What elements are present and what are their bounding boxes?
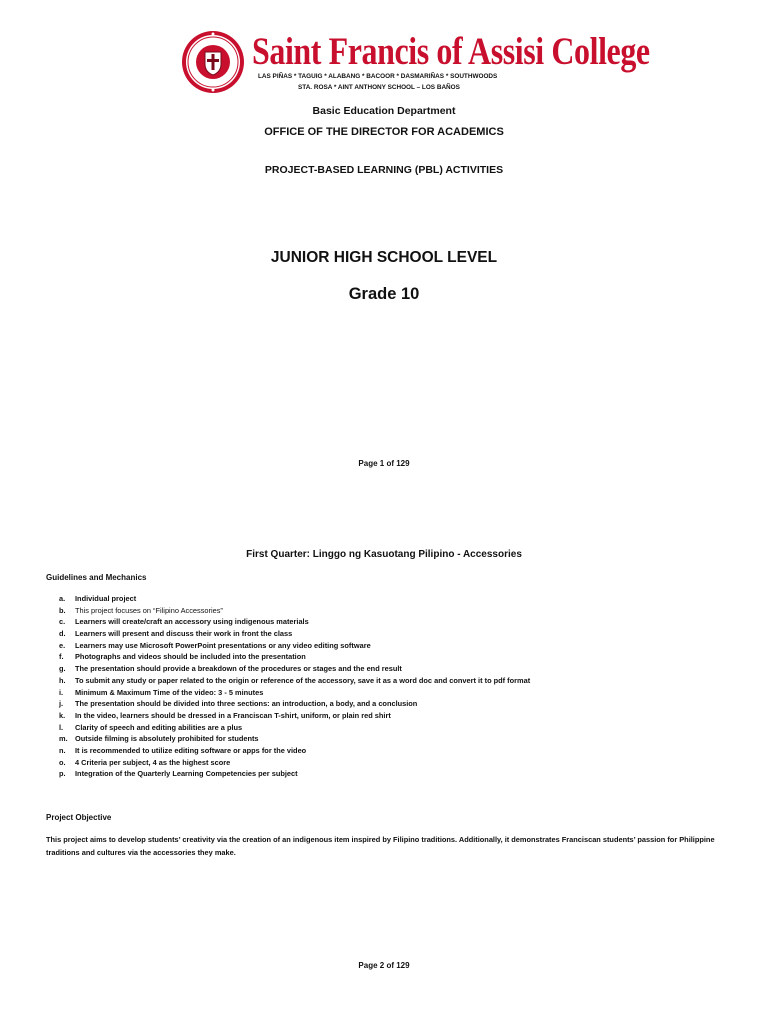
- guideline-text: Clarity of speech and editing abilities are a plus: [75, 722, 243, 732]
- grade-heading: Grade 10: [348, 285, 420, 303]
- guideline-text: Learners will create/craft an accessory using indigenous materials: [75, 617, 309, 627]
- guideline-marker: a.: [59, 594, 66, 603]
- guideline-marker: l.: [59, 722, 64, 732]
- college-seal-icon: [181, 30, 245, 94]
- college-name: Saint Francis of Assisi College: [252, 30, 650, 73]
- guideline-marker: n.: [59, 745, 66, 755]
- guideline-text: This project focuses on “Filipino Accessories”: [75, 605, 223, 615]
- guideline-text: Learners may use Microsoft PowerPoint presentations or any video editing software: [75, 640, 371, 650]
- guideline-text: Individual project: [75, 594, 137, 603]
- guideline-text: Photographs and videos should be included into the presentation: [75, 652, 306, 662]
- department-name: Basic Education Department: [312, 105, 456, 117]
- guideline-marker: p.: [59, 769, 66, 779]
- quarter-title: First Quarter: Linggo ng Kasuotang Pilipino - Accessories: [246, 549, 522, 560]
- guideline-marker: m.: [59, 734, 68, 744]
- guideline-text: Integration of the Quarterly Learning Competencies per subject: [75, 769, 298, 779]
- objective-paragraph: This project aims to develop students’ creativity via the creation of an indigenous item inspired by Filipino traditions. Additionally, it demonstrates Franciscan students’ passion for Philippine traditions and cultures via the accessories they make.: [46, 835, 715, 857]
- office-title: OFFICE OF THE DIRECTOR FOR ACADEMICS: [264, 126, 504, 138]
- objective-heading: Project Objective: [46, 813, 112, 822]
- guideline-text: The presentation should provide a breakdown of the procedures or stages and the end result: [75, 664, 402, 674]
- guideline-text: The presentation should be divided into three sections: an introduction, a body, and a conclusion: [75, 699, 418, 709]
- guideline-text: In the video, learners should be dressed in a Franciscan T-shirt, uniform, or plain red shirt: [75, 710, 391, 720]
- guideline-text: 4 Criteria per subject, 4 as the highest score: [75, 757, 231, 767]
- guideline-marker: i.: [59, 687, 64, 697]
- guideline-text: Outside filming is absolutely prohibited for students: [75, 734, 259, 744]
- guideline-marker: j.: [59, 699, 64, 709]
- page-number: Page 2 of 129: [358, 961, 410, 970]
- guideline-text: To submit any study or paper related to the origin or reference of the accessory, save it as a word doc and convert it to pdf format: [75, 675, 531, 685]
- guideline-text: It is recommended to utilize editing software or apps for the video: [75, 745, 307, 755]
- guideline-marker: d.: [59, 629, 66, 639]
- guidelines-heading: Guidelines and Mechanics: [46, 573, 147, 582]
- school-level-heading: JUNIOR HIGH SCHOOL LEVEL: [270, 249, 498, 266]
- guideline-text: Minimum & Maximum Time of the video: 3 - 5 minutes: [75, 687, 264, 697]
- guideline-marker: b.: [59, 605, 66, 615]
- guideline-marker: k.: [59, 710, 66, 720]
- campus-list-line-2: STA. ROSA * AINT ANTHONY SCHOOL – LOS BAÑOS: [298, 84, 460, 91]
- program-title: PROJECT-BASED LEARNING (PBL) ACTIVITIES: [264, 164, 504, 176]
- guideline-marker: c.: [59, 617, 66, 627]
- campus-list-line-1: LAS PIÑAS * TAGUIG * ALABANG * BACOOR * DASMARIÑAS * SOUTHWOODS: [258, 73, 498, 80]
- page-number: Page 1 of 129: [358, 459, 410, 468]
- guideline-marker: f.: [59, 652, 64, 662]
- guideline-marker: e.: [59, 640, 66, 650]
- guideline-marker: o.: [59, 757, 66, 767]
- guideline-text: Learners will present and discuss their work in front the class: [75, 629, 293, 639]
- guideline-marker: h.: [59, 675, 66, 685]
- guideline-marker: g.: [59, 664, 66, 674]
